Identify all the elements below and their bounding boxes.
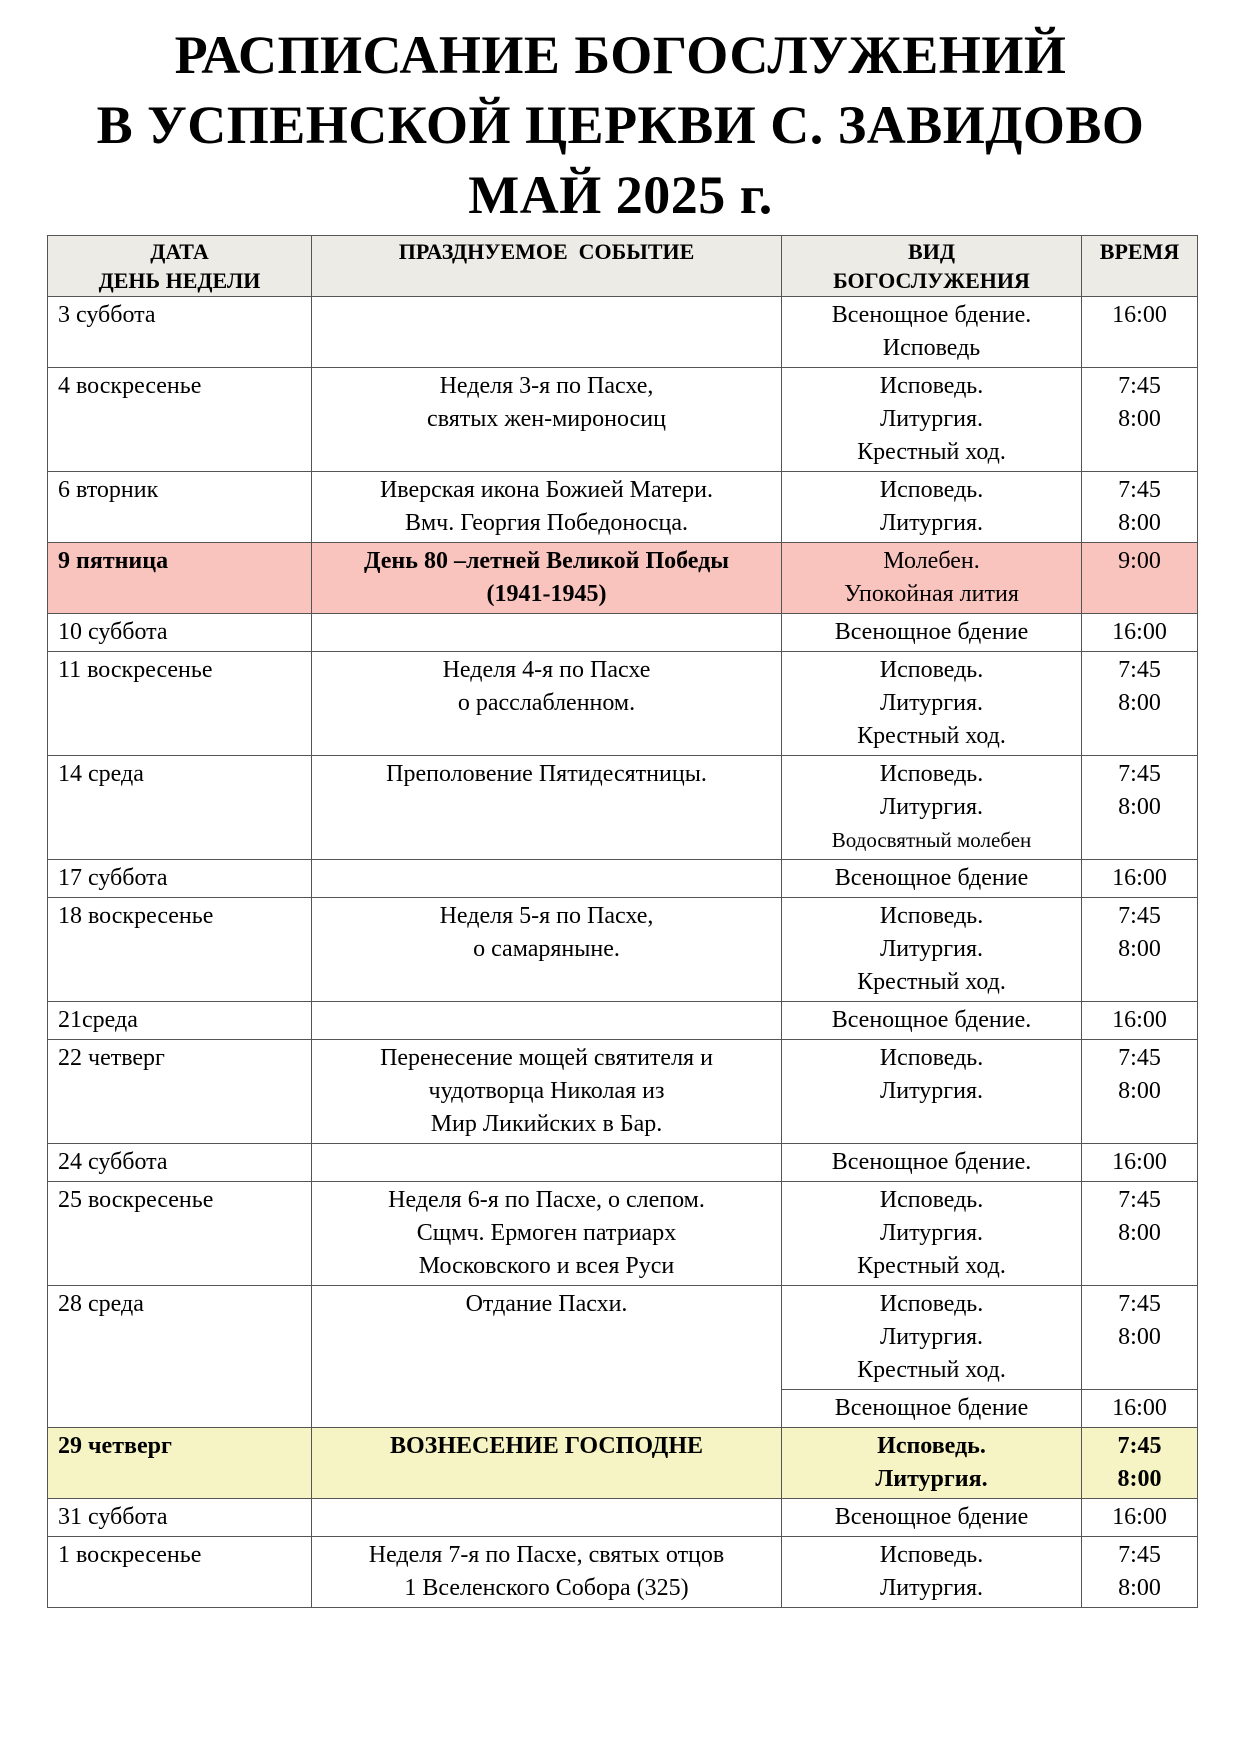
time-line: 9:00: [1118, 548, 1161, 574]
table-row: [48, 614, 1198, 652]
event-line: 1 Вселенского Собора (325): [404, 1575, 689, 1601]
date-text: 25 воскресенье: [58, 1187, 214, 1213]
date-cell: [48, 368, 312, 472]
service-type-line: Исповедь.: [879, 761, 984, 787]
service-type-cell: [782, 472, 1082, 543]
service-type-line: Крестный ход.: [857, 969, 1006, 995]
service-type-line: Литургия.: [879, 794, 984, 820]
date-cell: [48, 1002, 312, 1040]
service-type-cell: [782, 898, 1082, 1002]
page-title: [0, 20, 1241, 230]
event-cell: [312, 1537, 782, 1608]
service-type-line: Исповедь.: [879, 1542, 984, 1568]
time-line: 7:45: [1118, 477, 1161, 503]
service-type-line: Крестный ход.: [857, 723, 1006, 749]
event-cell: [312, 1286, 782, 1428]
service-type-cell: [782, 614, 1082, 652]
event-line: чудотворца Николая из: [428, 1078, 665, 1104]
date-text: 6 вторник: [58, 477, 159, 503]
time-line: 16:00: [1112, 865, 1167, 891]
event-cell: [312, 1040, 782, 1144]
header-type-line: ВИД: [908, 239, 955, 264]
event-cell: [312, 898, 782, 1002]
time-line: 8:00: [1118, 690, 1161, 716]
date-text: 3 суббота: [58, 302, 156, 328]
event-cell: [312, 472, 782, 543]
event-line: Отдание Пасхи.: [465, 1291, 628, 1317]
service-type-line: Исповедь.: [879, 477, 984, 503]
service-type-line: Всенощное бдение.: [831, 1149, 1032, 1175]
service-type-line: Всенощное бдение: [834, 1395, 1029, 1421]
event-cell: [312, 1144, 782, 1182]
service-type-cell: [782, 652, 1082, 756]
time-line: 8:00: [1118, 936, 1161, 962]
service-type-line: Литургия.: [879, 690, 984, 716]
header-type-line: БОГОСЛУЖЕНИЯ: [833, 268, 1030, 293]
table-row: [48, 1499, 1198, 1537]
service-type-line: Всенощное бдение.: [831, 302, 1032, 328]
event-line: Иверская икона Божией Матери.: [379, 477, 714, 503]
service-type-line: Исповедь.: [879, 657, 984, 683]
time-line: 8:00: [1118, 794, 1161, 820]
event-line: Мир Ликийских в Бар.: [430, 1111, 663, 1137]
date-cell: [48, 860, 312, 898]
date-cell: [48, 614, 312, 652]
event-cell: [312, 1182, 782, 1286]
event-line: о самаряныне.: [473, 936, 620, 962]
service-type-cell: [782, 756, 1082, 860]
date-cell: [48, 652, 312, 756]
service-type-line: Всенощное бдение.: [831, 1007, 1032, 1033]
time-cell: [1082, 472, 1198, 543]
event-line: Неделя 7-я по Пасхе, святых отцов: [368, 1542, 725, 1568]
service-type-line: Литургия.: [879, 1220, 984, 1246]
date-text: 22 четверг: [58, 1045, 165, 1071]
header-date-line: ДЕНЬ НЕДЕЛИ: [98, 268, 261, 293]
date-cell: [48, 898, 312, 1002]
time-cell: [1082, 1537, 1198, 1608]
event-cell: [312, 297, 782, 368]
time-line: 16:00: [1112, 1007, 1167, 1033]
service-type-line: Всенощное бдение: [834, 619, 1029, 645]
service-type-line: Исповедь.: [879, 373, 984, 399]
time-line: 8:00: [1118, 406, 1161, 432]
header-time-line: ВРЕМЯ: [1099, 239, 1180, 264]
date-text: 14 среда: [58, 761, 144, 787]
date-cell: [48, 1182, 312, 1286]
date-text: 11 воскресенье: [58, 657, 213, 683]
date-text: 21среда: [58, 1007, 138, 1033]
service-type-cell: [782, 1144, 1082, 1182]
header-event: [312, 236, 782, 297]
date-text: 4 воскресенье: [58, 373, 202, 399]
table-row: [48, 898, 1198, 1002]
date-text: 29 четверг: [58, 1433, 172, 1459]
time-line: 16:00: [1112, 1149, 1167, 1175]
time-line: 16:00: [1112, 302, 1167, 328]
time-cell: [1082, 1182, 1198, 1286]
table-row: [48, 1428, 1198, 1499]
time-cell: [1082, 543, 1198, 614]
table-row: [48, 1182, 1198, 1286]
time-line: 8:00: [1118, 1575, 1161, 1601]
service-type-cell: [782, 1499, 1082, 1537]
event-line: (1941-1945): [486, 581, 607, 607]
time-line: 8:00: [1118, 1324, 1161, 1350]
time-line: 8:00: [1118, 1220, 1161, 1246]
date-cell: [48, 1428, 312, 1499]
table-row: [48, 297, 1198, 368]
service-type-line: Литургия.: [879, 510, 984, 536]
date-text: 9 пятница: [58, 548, 169, 574]
time-cell: [1082, 1428, 1198, 1499]
service-type-line: Литургия.: [879, 936, 984, 962]
event-cell: [312, 1002, 782, 1040]
time-cell: [1082, 1499, 1198, 1537]
title-line-2: В УСПЕНСКОЙ ЦЕРКВИ С. ЗАВИДОВО: [96, 95, 1145, 155]
service-type-line: Исповедь.: [879, 1045, 984, 1071]
service-type-cell: [782, 297, 1082, 368]
event-line: о расслабленном.: [457, 690, 636, 716]
date-cell: [48, 472, 312, 543]
service-type-line: Литургия.: [879, 1078, 984, 1104]
table-row: [48, 1286, 1198, 1390]
table-row: [48, 1002, 1198, 1040]
time-cell: [1082, 1144, 1198, 1182]
service-type-line: Крестный ход.: [857, 439, 1006, 465]
service-type-line: Крестный ход.: [857, 1253, 1006, 1279]
date-text: 18 воскресенье: [58, 903, 214, 929]
service-type-cell: [782, 368, 1082, 472]
date-text: 28 среда: [58, 1291, 144, 1317]
table-row: [48, 1040, 1198, 1144]
time-line: 7:45: [1118, 1187, 1161, 1213]
header-type: [782, 236, 1082, 297]
date-text: 17 суббота: [58, 865, 168, 891]
table-row: [48, 472, 1198, 543]
date-cell: [48, 756, 312, 860]
header-row: [48, 236, 1198, 297]
date-cell: [48, 1144, 312, 1182]
time-line: 8:00: [1118, 510, 1161, 536]
service-type-cell: [782, 1286, 1082, 1390]
time-line: 8:00: [1118, 1078, 1161, 1104]
time-line: 7:45: [1118, 1045, 1161, 1071]
service-type-cell: [782, 860, 1082, 898]
time-line: 16:00: [1112, 619, 1167, 645]
event-line: Неделя 6-я по Пасхе, о слепом.: [388, 1187, 705, 1213]
header-time: [1082, 236, 1198, 297]
date-cell: [48, 1040, 312, 1144]
table-row: [48, 1537, 1198, 1608]
table-row: [48, 368, 1198, 472]
service-type-cell: [782, 1537, 1082, 1608]
service-type-line: Исповедь.: [879, 1187, 984, 1213]
date-cell: [48, 1537, 312, 1608]
table-row: [48, 652, 1198, 756]
time-cell: [1082, 860, 1198, 898]
service-type-line: Литургия.: [875, 1466, 988, 1492]
event-line: Вмч. Георгия Победоносца.: [404, 510, 689, 536]
service-type-line: Исповедь: [882, 335, 981, 361]
time-line: 7:45: [1118, 1291, 1161, 1317]
service-type-cell: [782, 1002, 1082, 1040]
header-date: [48, 236, 312, 297]
event-cell: [312, 614, 782, 652]
service-type-line: Исповедь.: [879, 903, 984, 929]
date-cell: [48, 1499, 312, 1537]
table-row: [48, 756, 1198, 860]
date-text: 24 суббота: [58, 1149, 168, 1175]
event-line: Перенесение мощей святителя и: [380, 1045, 713, 1071]
time-cell: [1082, 1002, 1198, 1040]
header-event-line: ПРАЗДНУЕМОЕ СОБЫТИЕ: [398, 239, 695, 264]
event-cell: [312, 1499, 782, 1537]
service-type-line: Крестный ход.: [857, 1357, 1006, 1383]
event-line: святых жен-мироносиц: [427, 406, 666, 432]
time-cell: [1082, 756, 1198, 860]
service-type-cell: [782, 1390, 1082, 1428]
time-cell: [1082, 368, 1198, 472]
date-text: 1 воскресенье: [58, 1542, 202, 1568]
event-cell: [312, 368, 782, 472]
service-type-line: Литургия.: [879, 406, 984, 432]
time-line: 7:45: [1118, 761, 1161, 787]
event-line: Неделя 3-я по Пасхе,: [439, 373, 654, 399]
service-type-line: Всенощное бдение: [834, 865, 1029, 891]
time-line: 7:45: [1118, 903, 1161, 929]
title-line-1: РАСПИСАНИЕ БОГОСЛУЖЕНИЙ: [174, 25, 1067, 85]
time-line: 7:45: [1118, 373, 1161, 399]
service-type-cell: [782, 1040, 1082, 1144]
date-cell: [48, 297, 312, 368]
time-line: 7:45: [1117, 1433, 1162, 1459]
time-cell: [1082, 1040, 1198, 1144]
event-line: Преполовение Пятидесятницы.: [386, 761, 707, 787]
event-line: Московского и всея Руси: [418, 1253, 675, 1279]
time-line: 7:45: [1118, 657, 1161, 683]
time-line: 16:00: [1112, 1395, 1167, 1421]
time-cell: [1082, 297, 1198, 368]
date-cell: [48, 543, 312, 614]
event-cell: [312, 652, 782, 756]
event-cell: [312, 756, 782, 860]
service-type-line: Всенощное бдение: [834, 1504, 1029, 1530]
time-cell: [1082, 1286, 1198, 1390]
time-line: 16:00: [1112, 1504, 1167, 1530]
event-line: Сщмч. Ермоген патриарх: [416, 1220, 677, 1246]
time-cell: [1082, 652, 1198, 756]
service-type-line: Исповедь.: [879, 1291, 984, 1317]
title-line-3: МАЙ 2025 г.: [468, 165, 773, 225]
schedule-body: [48, 297, 1198, 1608]
service-type-line: Водосвятный молебен: [831, 828, 1032, 852]
service-type-line: Упокойная лития: [844, 581, 1019, 607]
time-cell: [1082, 1390, 1198, 1428]
event-line: ВОЗНЕСЕНИЕ ГОСПОДНЕ: [390, 1433, 703, 1459]
time-line: 7:45: [1118, 1542, 1161, 1568]
table-row: [48, 543, 1198, 614]
event-cell: [312, 1428, 782, 1499]
time-cell: [1082, 614, 1198, 652]
time-line: 8:00: [1117, 1466, 1162, 1492]
time-cell: [1082, 898, 1198, 1002]
table-row: [48, 1144, 1198, 1182]
service-type-line: Молебен.: [883, 548, 980, 574]
service-type-cell: [782, 1428, 1082, 1499]
event-line: Неделя 5-я по Пасхе,: [439, 903, 654, 929]
event-line: День 80 –летней Великой Победы: [363, 548, 730, 574]
service-type-line: Исповедь.: [877, 1433, 986, 1459]
event-cell: [312, 543, 782, 614]
service-type-line: Литургия.: [879, 1324, 984, 1350]
date-cell: [48, 1286, 312, 1428]
event-line: Неделя 4-я по Пасхе: [442, 657, 651, 683]
service-type-cell: [782, 1182, 1082, 1286]
schedule-table: [47, 235, 1198, 1608]
service-type-cell: [782, 543, 1082, 614]
date-text: 31 суббота: [58, 1504, 168, 1530]
table-row: [48, 860, 1198, 898]
header-date-line: ДАТА: [150, 239, 209, 264]
event-cell: [312, 860, 782, 898]
service-type-line: Литургия.: [879, 1575, 984, 1601]
date-text: 10 суббота: [58, 619, 168, 645]
